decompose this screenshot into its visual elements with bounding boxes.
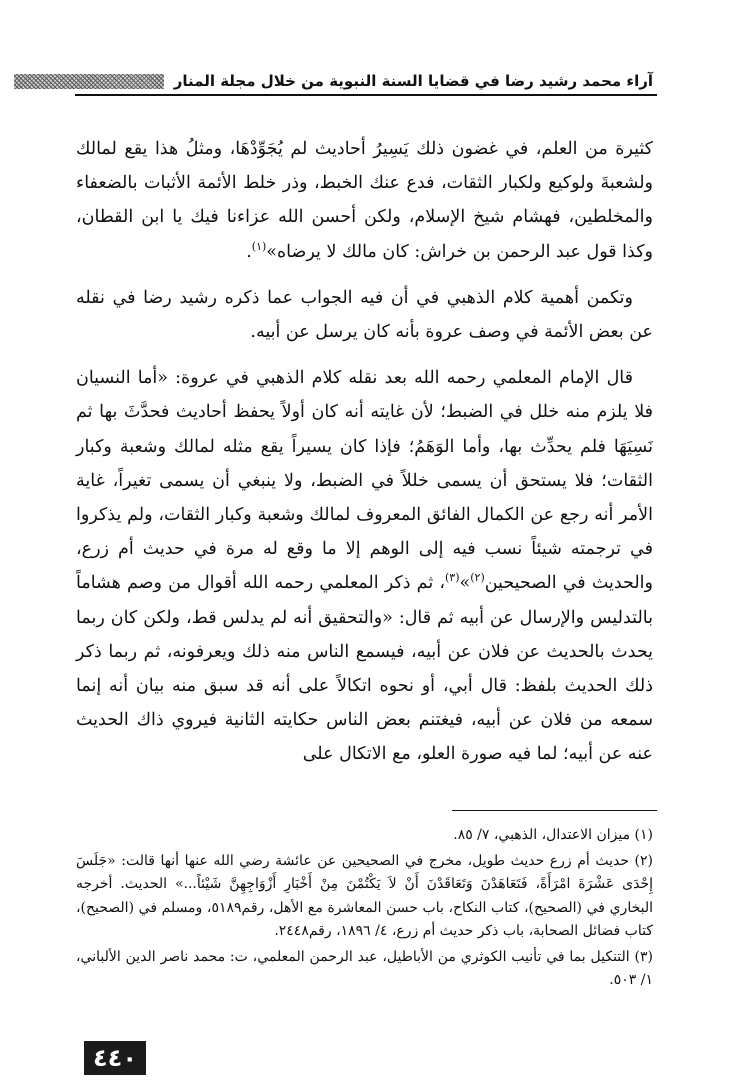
footnote: (٢) حديث أم زرع حديث طويل، مخرج في الصحيحين عن عائشة رضي الله عنها أنها قالت: «جَلَسَ إِحْدَى عَشْرَةَ امْرَأَةً، فَتَعَاهَدْنَ وَتَعَاقَدْنَ أَنْ لاَ يَكْتُمْنَ مِنْ أَخْبَارِ أَزْوَاجِهِنَّ شَيْئاً...» الحديث. أخرجه البخاري في (الصحيح)، كتاب النكاح، باب حسن المعاشرة مع الأهل، رقم٥١٨٩، ومسلم في (الصحيح)، كتاب فضائل الصحابة، باب ذكر حديث أم زرع، ٤/ ١٨٩٦، رقم٢٤٤٨. bbox=[76, 852, 653, 939]
main-text bbox=[76, 132, 653, 784]
footnote-reference: (٢) bbox=[470, 571, 485, 585]
footnote: (٣) التنكيل بما في تأنيب الكوثري من الأباطيل، عبد الرحمن المعلمي، ت: محمد ناصر الدين الألباني، ١/ ٥٠٣. bbox=[76, 948, 653, 988]
page-number: ٤٤٠ bbox=[84, 1041, 146, 1075]
footnotes bbox=[76, 824, 653, 995]
text-run: وتكمن أهمية كلام الذهبي في أن فيه الجواب عما ذكره رشيد رضا في نقله عن بعض الأئمة في وصف عروة بأنه كان يرسل عن أبيه. bbox=[76, 287, 653, 343]
paragraph bbox=[76, 281, 653, 349]
text-run: . bbox=[246, 241, 252, 262]
footnote-separator bbox=[452, 810, 657, 811]
footnote-reference: (٣) bbox=[444, 571, 460, 585]
text-run: كثيرة من العلم، في غضون ذلك يَسِيرُ أحاديث لم يُجَوِّدْهَا، ومثلُ هذا يقع لمالك ولشعبةَ ولوكيع ولكبار الثقات، فدع عنك الخبط، وذر خلط الأئمة الأثبات بالضعفاء والمخلطين، فهشام شيخ الإسلام، ولكن أحسن الله عزاءنا فيك يا ابن القطان، وكذا قول عبد الرحمن بن خراش: كان مالك لا يرضاه» bbox=[76, 139, 653, 262]
paragraph bbox=[76, 361, 653, 771]
running-header bbox=[75, 70, 653, 92]
text-run: قال الإمام المعلمي رحمه الله بعد نقله كلام الذهبي في عروة: «أما النسيان فلا يلزم منه خلل في الضبط؛ لأن غايته أنه كان أولاً يحفظ أحاديث فحدَّثَ بها ثم نَسِيَهَا فلم يحدِّث بها، وأما الوَهَمُ؛ فإذا كان يسيراً يقع مثله لمالك وشعبة وكبار الثقات؛ فلا يستحق أن يسمى خللاً في الضبط، ولا ينبغي أن يسمى تغيراً، غاية الأمر أنه رجع عن الكمال الفائق المعروف لمالك وشعبة وكبار الثقات، ولم يذكروا في ترجمته شيئاً نسب فيه إلى الوهم إلا ما وقع له مرة في حديث أم زرع، والحديث في الصحيحين bbox=[76, 368, 653, 594]
header-rule bbox=[75, 94, 657, 96]
text-run: ، ثم ذكر المعلمي رحمه الله أقوال من وصم هشاماً بالتدليس والإرسال عن أبيه ثم قال: «والتحقيق أنه لم يدلس قط، ولكن كان ربما يحدث بالحديث عن فلان عن أبيه، فيسمع الناس منه ذلك ويعرفونه، ثم ربما ذكر ذلك الحديث بلفظ: قال أبي، أو نحوه اتكالاً على أنه قد سبق منه بيان أنه إنما سمعه من فلان عن أبيه، فيغتنم بعض الناس حكايته الثانية فيروي ذاك الحديث عنه عن أبيه؛ لما فيه صورة العلو، مع الاتكال على bbox=[76, 573, 653, 765]
paragraph bbox=[76, 132, 653, 269]
header-ornament-band bbox=[14, 74, 164, 89]
footnote-reference: (١) bbox=[251, 239, 267, 253]
running-header-title: آراء محمد رشيد رضا في قضايا السنة النبوية من خلال مجلة المنار bbox=[173, 72, 653, 90]
footnote: (١) ميزان الاعتدال، الذهبي، ٧/ ٨٥. bbox=[453, 827, 653, 843]
text-run: » bbox=[459, 573, 471, 594]
